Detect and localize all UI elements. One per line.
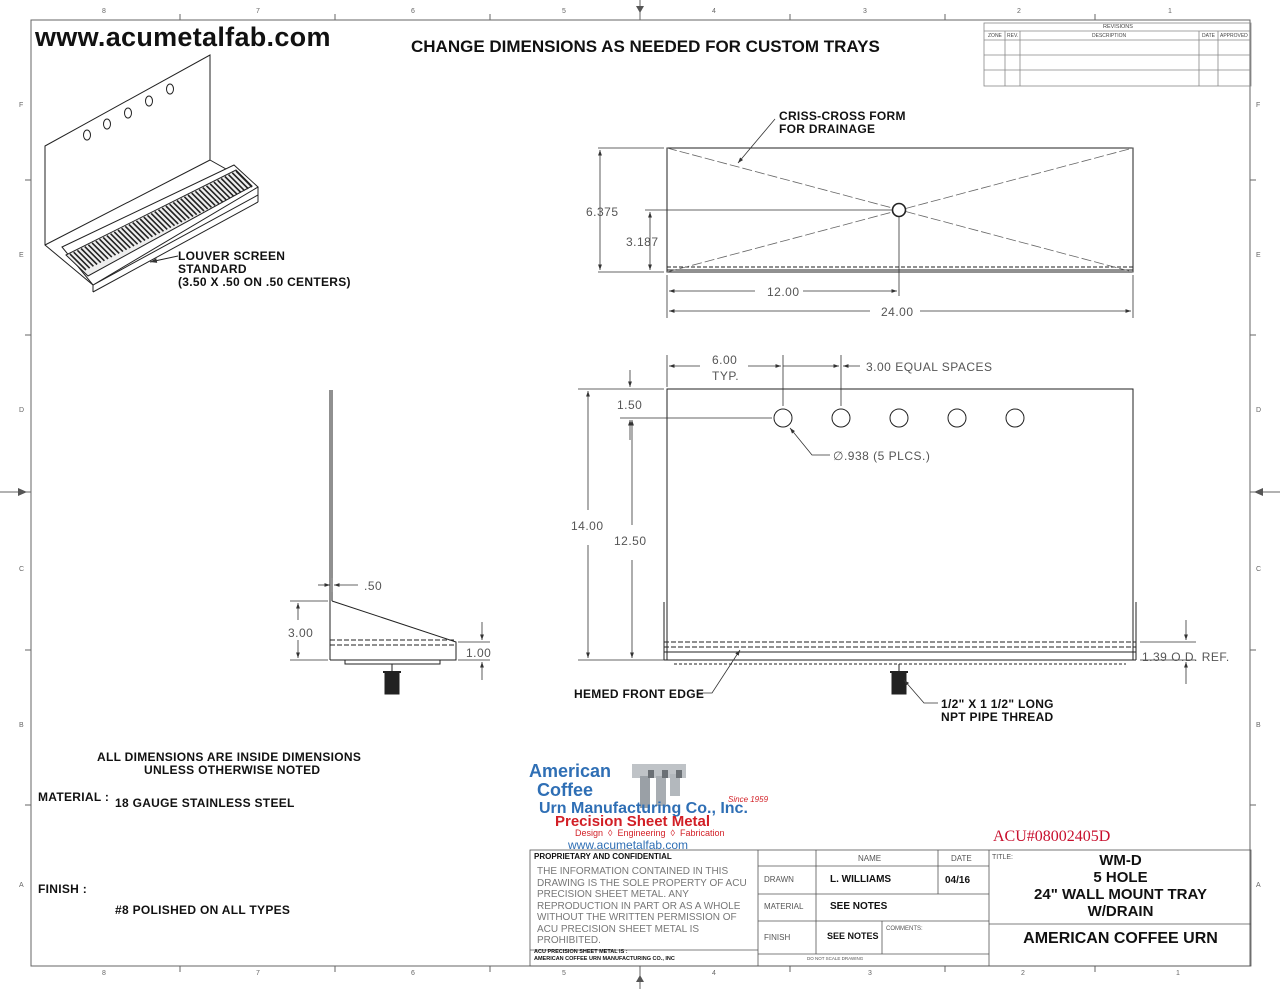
hole-5	[1006, 409, 1024, 427]
logo-services: Design ◊ Engineering ◊ Fabrication	[575, 828, 725, 838]
col-name-header: NAME	[858, 854, 882, 863]
zone-row-f: F	[19, 102, 24, 109]
finish-value: #8 POLISHED ON ALL TYPES	[115, 903, 291, 917]
dim-first-hole-typ: TYP.	[712, 369, 740, 383]
zone-col-5: 5	[562, 8, 566, 15]
drawn-by-name: L. WILLIAMS	[830, 874, 892, 885]
hole-4	[948, 409, 966, 427]
louver-note-line-1: LOUVER SCREEN	[178, 249, 286, 263]
revisions-title: REVISIONS	[1103, 24, 1133, 30]
louver-note-line-3: (3.50 X .50 ON .50 CENTERS)	[178, 275, 351, 289]
louver-note-line-2: STANDARD	[178, 262, 247, 276]
col-date-header: DATE	[951, 854, 972, 863]
revision-col-approved: APPROVED	[1220, 33, 1248, 39]
dimension-note-line-1: ALL DIMENSIONS ARE INSIDE DIMENSIONS	[97, 750, 362, 764]
zone-col-6-bottom: 6	[411, 970, 415, 977]
dimension-note-line-2: UNLESS OTHERWISE NOTED	[144, 763, 321, 777]
dim-hole-height: 1.50	[617, 398, 643, 412]
material-block-value: SEE NOTES	[830, 901, 888, 912]
zone-col-3-bottom: 3	[868, 970, 872, 977]
finish-block-label: FINISH	[764, 933, 791, 942]
owner-line-2: AMERICAN COFFEE URN MANUFACTURING CO., INC	[534, 956, 675, 962]
title-line-model: WM-D	[1099, 852, 1142, 869]
logo-line-coffee: Coffee	[537, 780, 594, 800]
zone-row-c-right: C	[1256, 566, 1262, 573]
drawing-title	[990, 852, 1251, 920]
dim-half-width: 12.00	[767, 285, 800, 299]
logo-since: Since 1959	[728, 795, 769, 804]
revision-col-description: DESCRIPTION	[1092, 33, 1127, 39]
side-drain-fitting	[385, 672, 399, 694]
title-line-description: 24" WALL MOUNT TRAY	[1034, 886, 1207, 903]
title-line-holes: 5 HOLE	[1093, 869, 1148, 886]
owner-line-1: ACU PRECISION SHEET METAL IS :	[534, 949, 628, 955]
dim-tray-depth: 6.375	[586, 205, 619, 219]
dim-hole-spacing: 3.00 EQUAL SPACES	[866, 360, 993, 374]
zone-row-b-right: B	[1256, 722, 1261, 729]
zone-row-b: B	[19, 722, 24, 729]
side-view-dimensions	[290, 578, 490, 680]
revision-col-zone: ZONE	[988, 33, 1002, 39]
finish-label: FINISH :	[38, 882, 88, 896]
zone-row-e: E	[19, 252, 24, 259]
zone-row-e-right: E	[1256, 252, 1261, 259]
zone-col-1-bottom: 1	[1176, 970, 1180, 977]
material-block-label: MATERIAL	[764, 902, 804, 911]
zone-row-d-right: D	[1256, 407, 1262, 414]
dim-hole-diameter: ∅.938 (5 PLCS.)	[833, 449, 931, 463]
zone-col-8-bottom: 8	[102, 970, 106, 977]
hem-note: HEMED FRONT EDGE	[574, 687, 705, 701]
proprietary-title: PROPRIETARY AND CONFIDENTIAL	[534, 852, 672, 861]
hole-3	[890, 409, 908, 427]
title-line-drain: W/DRAIN	[1087, 903, 1154, 920]
zone-col-2: 2	[1017, 8, 1021, 15]
front-view	[664, 389, 1136, 694]
title-label: TITLE:	[992, 854, 1014, 861]
drawn-label: DRAWN	[764, 875, 794, 884]
zone-col-4: 4	[712, 8, 716, 15]
zone-col-7-bottom: 7	[256, 970, 260, 977]
part-number: ACU#08002405D	[993, 828, 1111, 845]
zone-col-5-bottom: 5	[562, 970, 566, 977]
proprietary-text: THE INFORMATION CONTAINED IN THIS DRAWING IS THE SOLE PROPERTY OF ACU PRECISION SHEET METAL. ANY REPRODUCTION IN PART OR AS A WHOLE WITHOUT THE WRITTEN PERMISSION OF ACU PRECISION SHEET METAL IS PROHIBITED.	[537, 866, 747, 946]
drawn-date: 04/16	[945, 875, 971, 886]
dim-tray-od: 1.39 O.D. REF.	[1142, 650, 1230, 664]
hole-1	[774, 409, 792, 427]
dim-overall-height: 14.00	[571, 519, 604, 533]
finish-block-value: SEE NOTES	[827, 931, 879, 941]
company-name: AMERICAN COFFEE URN	[1023, 930, 1218, 947]
hole-2	[832, 409, 850, 427]
dim-total-width: 24.00	[881, 305, 914, 319]
revision-col-date: DATE	[1202, 33, 1215, 39]
do-not-scale-note: DO NOT SCALE DRAWING	[807, 956, 864, 961]
zone-row-a: A	[19, 882, 24, 889]
zone-col-6: 6	[411, 8, 415, 15]
dim-hole-to-bottom: 12.50	[614, 534, 647, 548]
zone-col-7: 7	[256, 8, 260, 15]
criss-cross-note-line-1: CRISS-CROSS FORM	[779, 109, 906, 123]
dim-first-hole: 6.00	[712, 353, 738, 367]
website-header[interactable]: www.acumetalfab.com	[35, 22, 331, 52]
zone-row-f-right: F	[1256, 102, 1261, 109]
dim-lip-height: 1.00	[466, 646, 492, 660]
zone-row-a-right: A	[1256, 882, 1261, 889]
dim-tray-height: 3.00	[288, 626, 314, 640]
zone-row-c: C	[19, 566, 25, 573]
logo-tagline: Precision Sheet Metal	[555, 813, 711, 830]
zone-col-2-bottom: 2	[1021, 970, 1025, 977]
revision-col-rev: REV.	[1007, 33, 1019, 39]
comments-label: COMMENTS:	[886, 926, 923, 932]
zone-col-8: 8	[102, 8, 106, 15]
zone-col-3: 3	[863, 8, 867, 15]
zone-row-d: D	[19, 407, 25, 414]
logo-line-urn: Urn Manufacturing Co., Inc.	[539, 800, 748, 817]
logo-line-american: American	[529, 761, 612, 781]
logo-url[interactable]: www.acumetalfab.com	[568, 838, 689, 852]
zone-col-4-bottom: 4	[712, 970, 716, 977]
thread-note-line-2: NPT PIPE THREAD	[941, 710, 1054, 724]
top-view-dimensions	[598, 119, 1133, 318]
dim-half-depth: 3.187	[626, 235, 659, 249]
custom-tray-notice: CHANGE DIMENSIONS AS NEEDED FOR CUSTOM TRAYS	[411, 37, 880, 56]
drain-hole	[893, 204, 906, 217]
dim-wall-thickness: .50	[364, 579, 383, 593]
side-view	[330, 390, 456, 694]
front-view-dimensions	[578, 355, 1196, 703]
criss-cross-note-line-2: FOR DRAINAGE	[779, 122, 876, 136]
front-drain-fitting	[892, 672, 906, 694]
material-value: 18 GAUGE STAINLESS STEEL	[115, 796, 295, 810]
thread-note-line-1: 1/2" X 1 1/2" LONG	[941, 697, 1054, 711]
zone-col-1: 1	[1168, 8, 1172, 15]
material-label: MATERIAL :	[38, 790, 110, 804]
